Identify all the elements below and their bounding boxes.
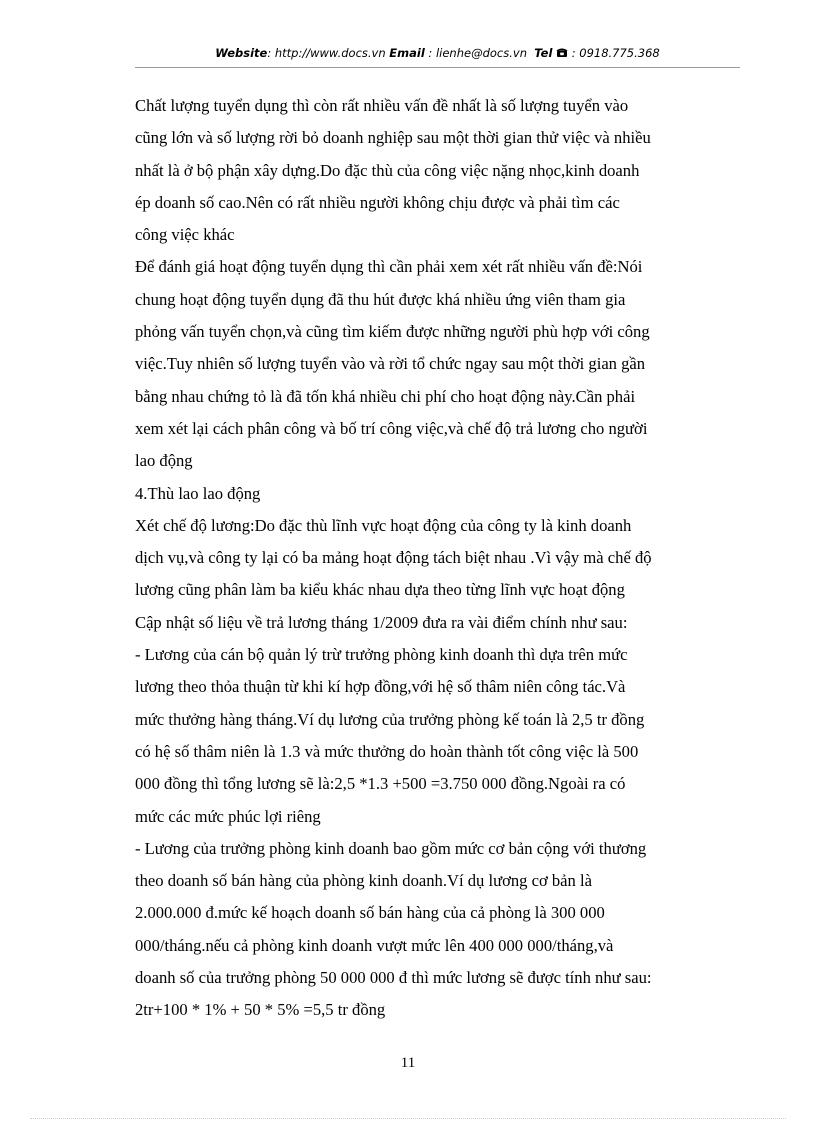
body-line: Cập nhật số liệu về trả lương tháng 1/2009 đưa ra vài điểm chính như sau: [135, 612, 628, 632]
body-line: theo doanh số bán hàng của phòng kinh doanh.Ví dụ lương cơ bản là [135, 871, 592, 891]
body-line: Để đánh giá hoạt động tuyển dụng thì cần phải xem xét rất nhiều vấn đề:Nói [135, 257, 643, 277]
body-line: lương cũng phân làm ba kiểu khác nhau dựa theo từng lĩnh vực hoạt động [135, 580, 625, 600]
body-text [135, 90, 740, 1027]
email-value: : lienhe@docs.vn [424, 46, 527, 60]
section-heading: 4.Thù lao lao động [135, 483, 261, 503]
body-line: lương theo thỏa thuận từ khi kí hợp đồng,với hệ số thâm niên công tác.Và [135, 677, 626, 697]
body-line: Chất lượng tuyển dụng thì còn rất nhiều vấn đề nhất là số lượng tuyển vào [135, 96, 629, 115]
body-line: chung hoạt động tuyển dụng đã thu hút được khá nhiều ứng viên tham gia [135, 289, 626, 309]
body-line: - Lương của cán bộ quản lý trừ trưởng phòng kinh doanh thì dựa trên mức [135, 645, 628, 665]
body-line: việc.Tuy nhiên số lượng tuyển vào và rời tổ chức ngay sau một thời gian gần [135, 354, 646, 374]
body-line: phỏng vấn tuyển chọn,và cũng tìm kiếm được những người phù hợp với công [135, 322, 650, 342]
body-line: ép doanh số cao.Nên có rất nhiều người không chịu được và phải tìm các [135, 192, 620, 212]
footer-divider [30, 1118, 786, 1119]
tel-label: Tel [534, 46, 553, 60]
website-label: Website [215, 46, 268, 60]
body-line: bằng nhau chứng tỏ là đã tốn khá nhiều chi phí cho hoạt động này.Cần phải [135, 386, 636, 406]
website-value: : http://www.docs.vn [267, 46, 386, 60]
body-line: doanh số của trưởng phòng 50 000 000 đ thì mức lương sẽ được tính như sau: [135, 968, 652, 988]
body-line: 2tr+100 * 1% + 50 * 5% =5,5 tr đồng [135, 1000, 386, 1020]
body-line: mức thưởng hàng tháng.Ví dụ lương của trưởng phòng kế toán là 2,5 tr đồng [135, 709, 645, 729]
telephone-icon [556, 46, 572, 60]
body-line: có hệ số thâm niên là 1.3 và mức thưởng do hoàn thành tốt công việc là 500 [135, 741, 639, 761]
body-line: 000 đồng thì tổng lương sẽ là:2,5 *1.3 +500 =3.750 000 đồng.Ngoài ra có [135, 774, 626, 794]
tel-value: : 0918.775.368 [571, 46, 660, 60]
page-header [135, 46, 740, 68]
header-divider [135, 67, 740, 68]
body-line: mức các mức phúc lợi riêng [135, 806, 321, 826]
body-line: 000/tháng.nếu cả phòng kinh doanh vượt mức lên 400 000 000/tháng,và [135, 935, 614, 955]
body-line: nhất là ở bộ phận xây dựng.Do đặc thù của công việc nặng nhọc,kinh doanh [135, 160, 640, 180]
body-line: dịch vụ,và công ty lại có ba mảng hoạt động tách biệt nhau .Vì vậy mà chế độ [135, 548, 652, 568]
body-line: xem xét lại cách phân công và bố trí công việc,và chế độ trả lương cho người [135, 418, 648, 438]
body-line: lao động [135, 451, 193, 471]
body-line: cũng lớn và số lượng rời bỏ doanh nghiệp sau một thời gian thử việc và nhiều [135, 128, 651, 148]
body-line: công việc khác [135, 225, 235, 245]
body-line: 2.000.000 đ.mức kế hoạch doanh số bán hàng của cả phòng là 300 000 [135, 903, 605, 923]
email-label: Email [389, 46, 425, 60]
body-line: - Lương của trưởng phòng kinh doanh bao gồm mức cơ bản cộng với thương [135, 838, 647, 858]
page-number: 11 [400, 1055, 416, 1071]
body-line: Xét chế độ lương:Do đặc thù lĩnh vực hoạt động của công ty là kinh doanh [135, 515, 632, 535]
